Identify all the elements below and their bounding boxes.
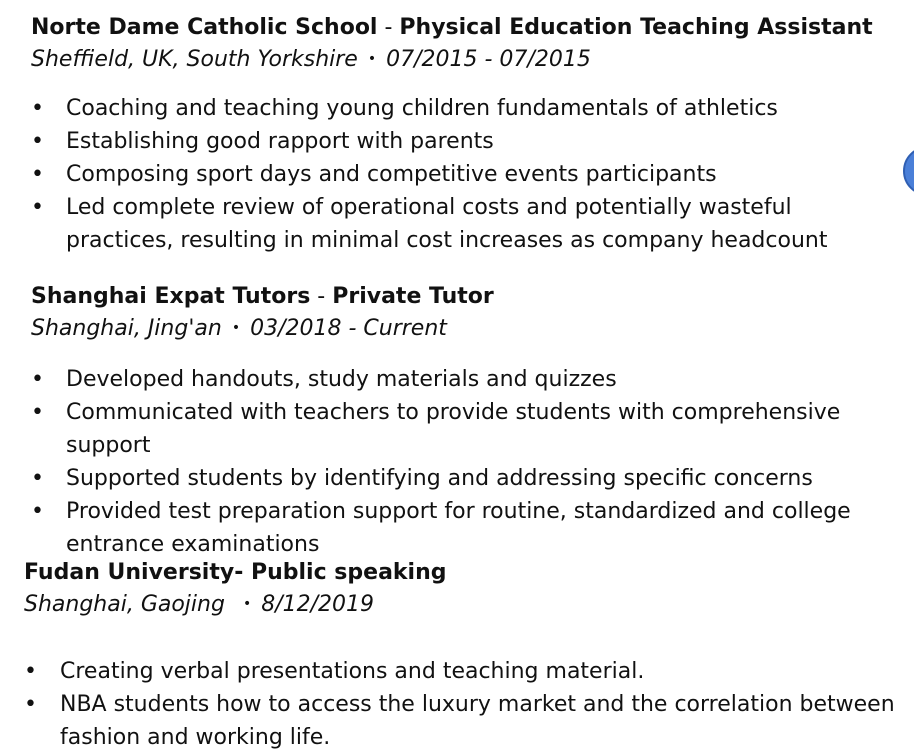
job-meta xyxy=(24,589,914,623)
job-bullet-list xyxy=(31,92,871,257)
experience-entry xyxy=(24,557,914,754)
job-dates: 03/2018 - Current xyxy=(250,316,447,341)
job-bullet: • Developed handouts, study materials and quizzes xyxy=(31,363,871,396)
organization-name: Norte Dame Catholic School xyxy=(31,15,378,40)
job-bullet-list xyxy=(24,655,914,754)
job-bullet: • Coaching and teaching young children fundamentals of athletics xyxy=(31,92,871,125)
job-bullet-list xyxy=(31,363,871,561)
title-separator: - xyxy=(310,284,333,309)
job-bullet: • Led complete review of operational costs and potentially wasteful practices, resulting in minimal cost increases as company headcount xyxy=(31,191,871,257)
job-dates: 8/12/2019 xyxy=(261,592,375,617)
job-location: Sheffield, UK, South Yorkshire xyxy=(31,47,358,72)
job-title xyxy=(31,281,914,313)
meta-separator-bullet: • xyxy=(242,596,252,612)
organization-name: Shanghai Expat Tutors xyxy=(31,284,311,309)
title-separator: - xyxy=(377,15,400,40)
title-separator: - xyxy=(234,560,251,585)
job-bullet: • NBA students how to access the luxury market and the correlation between fashion and working life. xyxy=(24,688,914,754)
job-bullet: • Communicated with teachers to provide students with comprehensive support xyxy=(31,396,871,462)
job-location: Shanghai, Gaojing xyxy=(24,592,225,617)
job-bullet: • Supported students by identifying and addressing specific concerns xyxy=(31,462,871,495)
job-bullet: • Composing sport days and competitive events participants xyxy=(31,158,871,191)
job-role: Physical Education Teaching Assistant xyxy=(399,15,873,40)
job-title xyxy=(24,557,914,589)
job-role: Private Tutor xyxy=(332,284,494,309)
experience-entry xyxy=(31,281,914,561)
job-location: Shanghai, Jing'an xyxy=(31,316,222,341)
job-bullet: • Creating verbal presentations and teaching material. xyxy=(24,655,914,688)
organization-name: Fudan University xyxy=(24,560,235,585)
job-meta xyxy=(31,313,914,347)
job-bullet: • Establishing good rapport with parents xyxy=(31,125,871,158)
job-dates: 07/2015 - 07/2015 xyxy=(386,47,591,72)
meta-separator-bullet: • xyxy=(367,51,377,67)
experience-entry xyxy=(31,12,914,257)
meta-separator-bullet: • xyxy=(231,320,241,336)
job-role: Public speaking xyxy=(250,560,447,585)
job-title xyxy=(31,12,914,44)
job-bullet: • Provided test preparation support for routine, standardized and college entrance examinations xyxy=(31,495,871,561)
job-meta xyxy=(31,44,914,78)
